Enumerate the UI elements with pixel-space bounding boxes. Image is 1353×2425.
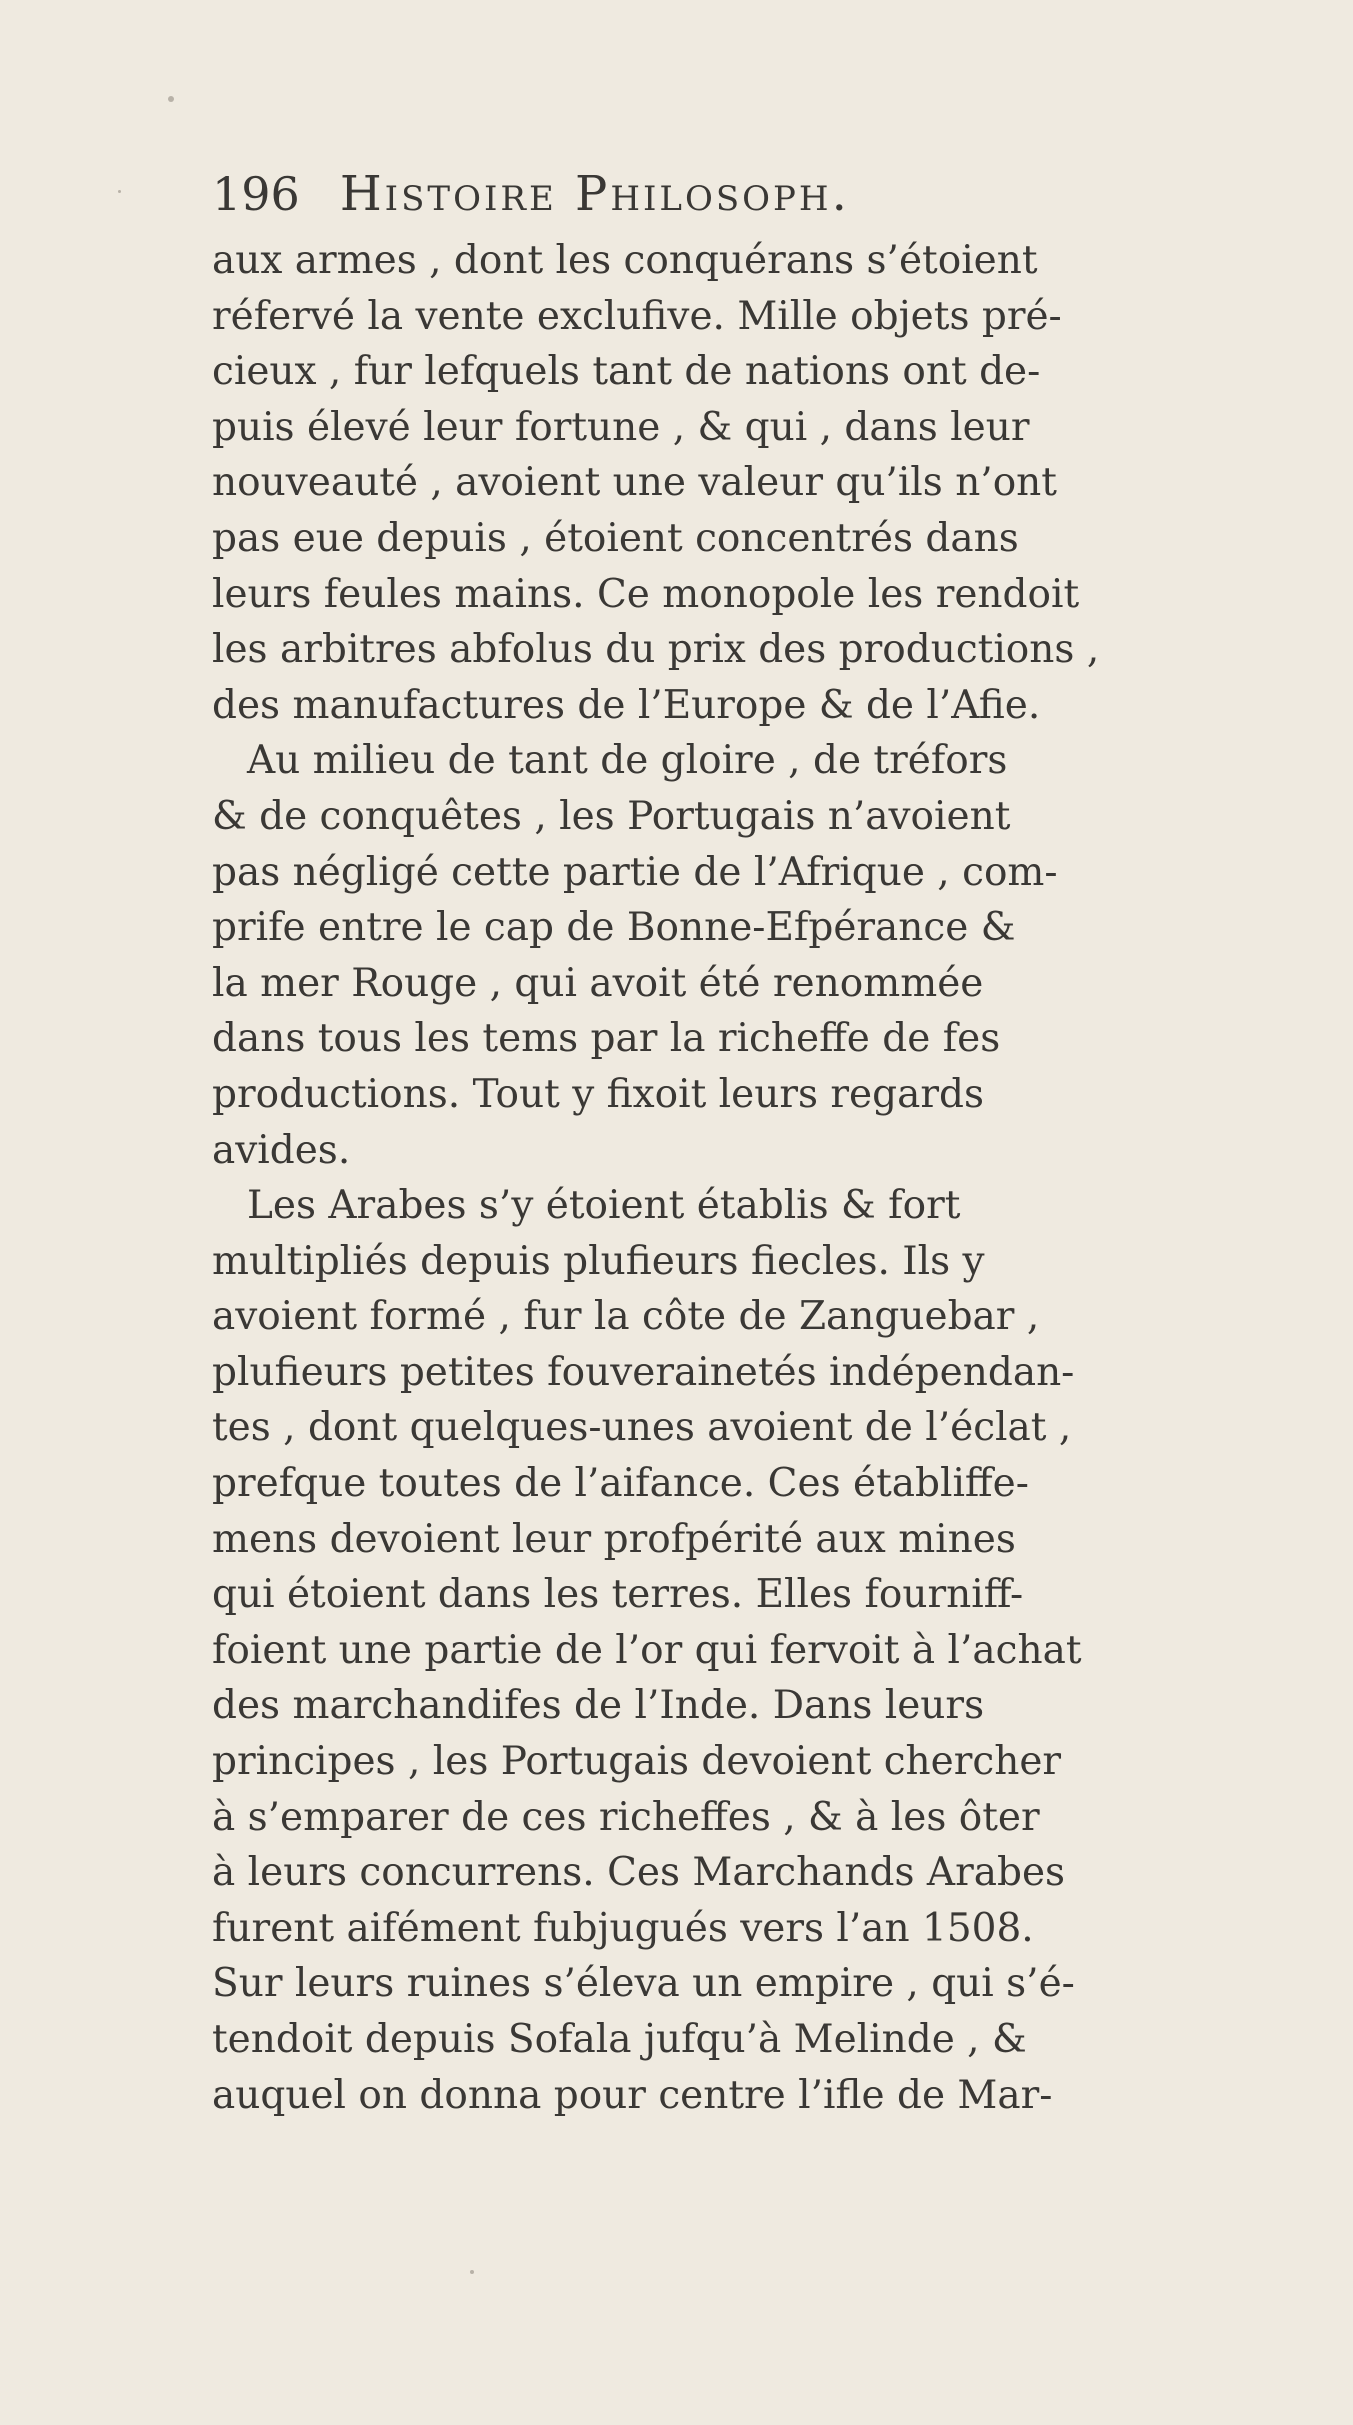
text-line: multipliés depuis plufieurs fiecles. Ils y — [212, 1238, 985, 1284]
text-line: des marchandifes de l’Inde. Dans leurs — [212, 1683, 985, 1729]
text-line: les arbitres abfolus du prix des productions , — [212, 627, 1100, 673]
text-line: auquel on donna pour centre l’ifle de Mar- — [212, 2072, 1053, 2118]
text-line: productions. Tout y fixoit leurs regards — [212, 1071, 984, 1117]
text-line: avoient formé , fur la côte de Zanguebar , — [212, 1294, 1040, 1340]
text-line: prife entre le cap de Bonne-Efpérance & — [212, 905, 1016, 951]
text-line: Sur leurs ruines s’éleva un empire , qui s’é- — [212, 1961, 1075, 2007]
paper-speck — [168, 96, 174, 102]
text-line: plufieurs petites fouverainetés indépendan- — [212, 1349, 1075, 1395]
text-line: pas négligé cette partie de l’Afrique , com- — [212, 849, 1058, 895]
text-line: tendoit depuis Sofala jufqu’à Melinde , & — [212, 2017, 1027, 2062]
paper-speck — [118, 190, 121, 193]
text-line: mens devoient leur profpérité aux mines — [212, 1516, 1016, 1562]
text-line: qui étoient dans les terres. Elles fourniff- — [212, 1572, 1024, 1618]
paragraph-start-line: Au milieu de tant de gloire , de tréfors — [247, 738, 1008, 784]
paragraph-start-line: Les Arabes s’y étoient établis & fort — [247, 1183, 961, 1229]
text-line: cieux , fur lefquels tant de nations ont de- — [212, 349, 1041, 395]
paper-speck — [470, 2270, 474, 2274]
text-line: leurs feules mains. Ce monopole les rendoit — [212, 571, 1080, 617]
running-title: Histoire Philosoph. — [339, 166, 850, 222]
page-number: 196 — [212, 167, 300, 221]
text-line: aux armes , dont les conquérans s’étoient — [212, 238, 1038, 283]
text-line: nouveauté , avoient une valeur qu’ils n’ont — [212, 460, 1057, 506]
text-line: la mer Rouge , qui avoit été renommée — [212, 960, 984, 1006]
text-line: & de conquêtes , les Portugais n’avoient — [212, 793, 1011, 839]
text-line: prefque toutes de l’aifance. Ces établiffe- — [212, 1461, 1029, 1507]
page-header — [212, 166, 1212, 226]
text-line: avides. — [212, 1127, 351, 1173]
text-line: tes , dont quelques-unes avoient de l’éclat , — [212, 1405, 1072, 1451]
text-line: puis élevé leur fortune , & qui , dans leur — [212, 404, 1030, 450]
text-line: à s’emparer de ces richeffes , & à les ôter — [212, 1794, 1040, 1840]
text-line: pas eue depuis , étoient concentrés dans — [212, 515, 1019, 561]
body-text — [212, 233, 1262, 2123]
text-line: furent aifément fubjugués vers l’an 1508. — [212, 1905, 1034, 1951]
text-line: principes , les Portugais devoient chercher — [212, 1739, 1062, 1785]
text-line: réfervé la vente exclufive. Mille objets pré- — [212, 293, 1062, 339]
text-line: à leurs concurrens. Ces Marchands Arabes — [212, 1850, 1066, 1896]
text-line: foient une partie de l’or qui fervoit à l’achat — [212, 1627, 1082, 1673]
text-line: des manufactures de l’Europe & de l’Afie. — [212, 682, 1041, 728]
text-line: dans tous les tems par la richeffe de fes — [212, 1016, 1001, 1062]
